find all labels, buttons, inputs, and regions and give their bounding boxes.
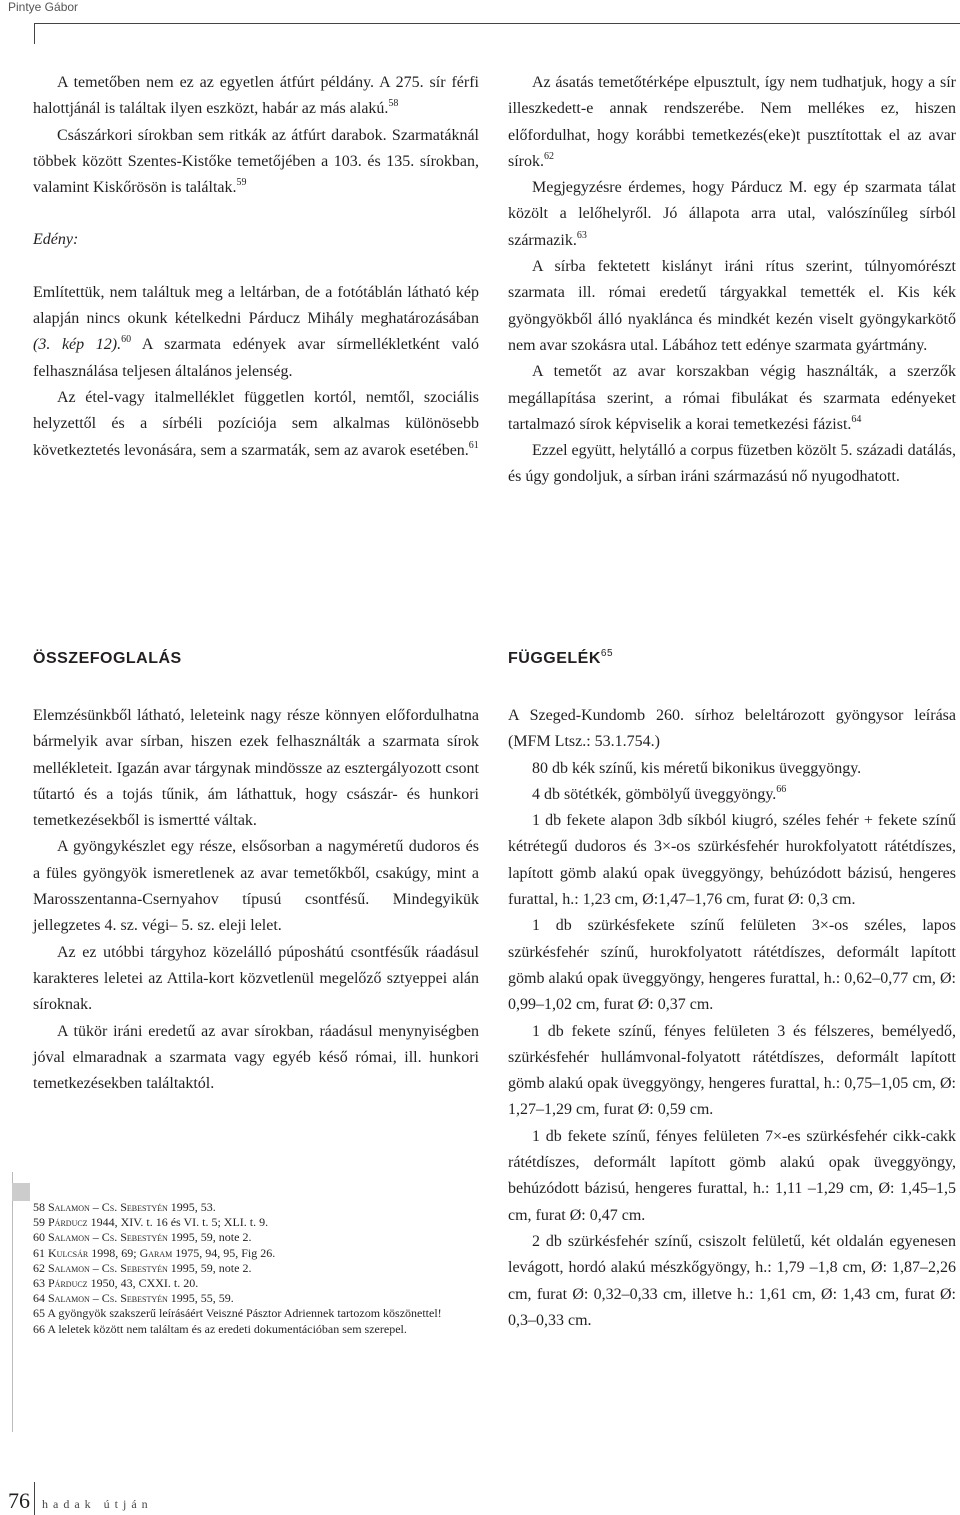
paragraph-text: Említettük, nem találtuk meg a leltárban, de a fotótáblán látható kép alapján nincs okunk kételkedni Párducz Mihály meghatározásában <box>33 283 479 328</box>
paragraph: Ezzel együtt, helytálló a corpus füzetben közölt 5. századi datálás, és úgy gondoljuk, a sírban iráni származású nő nyugodhatott. <box>508 442 956 486</box>
paragraph <box>508 782 956 808</box>
footnote-author: Párducz <box>48 1276 88 1291</box>
footnote-text: 1998, 69; <box>88 1245 140 1260</box>
footnote-text: 1995, 55, 59. <box>167 1291 234 1306</box>
journal-title: hadak útján <box>42 1497 153 1511</box>
paragraph <box>508 175 956 254</box>
footnote-ref: 62 <box>544 150 554 162</box>
header-rule-horizontal <box>34 23 960 24</box>
paragraph: 80 db kék színű, kis méretű bikonikus üveggyöngy. <box>532 759 862 777</box>
paragraph: A sírba fektetett kislányt iráni rítus szerint, túlnyomórészt szarmata ill. római eredetű tárgyakkal temették el. Kis kék gyöngyökből álló nyaklánca és mindkét kezén viselt gyöngykarkötő nem avar szokásra utal. Lábához tett edénye szarmata gyártmány. <box>508 258 956 354</box>
footnote-ref: 66 <box>776 783 787 795</box>
footnote-item <box>33 1306 473 1321</box>
paragraph <box>33 123 479 202</box>
paragraph <box>33 70 479 123</box>
footnote-text: A leletek között nem találtam és az eredeti dokumentációban sem szerepel. <box>47 1321 407 1336</box>
footer-rule <box>34 1482 35 1515</box>
footnote-number: 66 <box>33 1321 45 1336</box>
footnote-text: 1995, 59, note 2. <box>167 1230 252 1245</box>
header-rule-vertical <box>34 23 35 44</box>
paragraph: Az ez utóbbi tárgyhoz közelálló púposhátú csontfésűk ráadásul karakteres leletei az Attila-kort közvetlenül megelőző sztyeppei alán síroknak. <box>33 943 479 1014</box>
footnote-item <box>33 1322 473 1337</box>
footnote-number: 60 <box>33 1230 45 1245</box>
footnote-number: 59 <box>33 1215 45 1230</box>
footnote-text: A gyöngyök szakszerű leírásáért Veiszné Pásztor Adriennek tartozom köszönettel! <box>47 1306 442 1321</box>
heading-summary: ÖSSZEFOGLALÁS <box>33 650 182 667</box>
footnote-ref: 61 <box>468 439 479 451</box>
left-column-top <box>33 70 479 464</box>
paragraph: 1 db szürkésfekete színű felületen 3×-os széles, lapos szürkésfehér színű, hurokfolyatott rátétdíszes, deformált lapított gömb alakú opak üveggyöngy, hengeres furattal, h.: 0,62–0,77 cm, Ø: 0,99–1,02 cm, furat Ø: 0,37 cm. <box>508 917 956 1014</box>
paragraph-text: A temetőt az avar korszakban végig használták, a szerzők megállapítása szerint, a római fibulákat és szarmata edényeket tartalmazó sírok képviselik a korai temetkezési fázist. <box>508 363 956 433</box>
footnote-item <box>33 1215 473 1230</box>
right-column-top <box>508 70 956 491</box>
heading-text: FÜGGELÉK <box>508 650 601 667</box>
footnote-ref: 65 <box>600 648 614 659</box>
paragraph: A Szeged-Kundomb 260. sírhoz beleltározott gyöngysor leírása (MFM Ltsz.: 53.1.754.) <box>508 707 956 751</box>
paragraph-text: Megjegyzésre érdemes, hogy Párducz M. egy ép szarmata tálat közölt a lelőhelyről. Jó állapota arra utal, valószínűleg sírból származik. <box>508 179 956 249</box>
paragraph-text: Az ásatás temetőtérképe elpusztult, így nem tudhatjuk, hogy a sír illeszkedett-e annak rendszerébe. Nem mellékes ez, hiszen előfordulhat, hogy korábbi temetkezés(eke)t pusztítottak el az avar sírok. <box>508 74 956 170</box>
footnote-item <box>33 1230 473 1245</box>
footnote-text: 1975, 94, 95, Fig 26. <box>172 1245 276 1260</box>
footnote-ref: 59 <box>236 177 247 189</box>
footnote-item <box>33 1246 473 1261</box>
paragraph-text: A szarmata edények avar sírmellékletként való felhasználása teljesen általános jelenség. <box>33 336 480 380</box>
footnote-number: 64 <box>33 1291 45 1306</box>
subheading-edeny: Edény: <box>33 231 79 249</box>
page-number: 76 <box>8 1488 30 1513</box>
footnote-ref: 60 <box>121 334 132 346</box>
footnote-author: Garam <box>139 1245 173 1260</box>
footnote-text: 1995, 59, note 2. <box>167 1260 252 1275</box>
footnotes <box>33 1200 473 1337</box>
paragraph <box>508 70 956 175</box>
footnote-author: Salamon – Cs. Sebestyén <box>48 1260 168 1275</box>
footnote-item <box>33 1200 473 1215</box>
footnote-text: 1944, XIV. t. 16 és VI. t. 5; XLI. t. 9. <box>87 1215 269 1230</box>
running-header-author: Pintye Gábor <box>8 0 79 14</box>
paragraph: 1 db fekete színű, fényes felületen 7×-es szürkésfehér cikk-cakk rátétdíszes, deformált lapított gömb alakú opak üveggyöngy, behúzódott bázisú, hengeres furattal, h.: 1,11 –1,29 cm, Ø: 1,45–1,5 cm, furat Ø: 0,47 cm. <box>508 1127 956 1224</box>
footnote-ref: 64 <box>851 413 862 425</box>
paragraph-text: A temetőben nem ez az egyetlen átfúrt példány. A 275. sír férfi halottjánál is találtak ilyen eszközt, habár az más alakú. <box>33 74 479 118</box>
paragraph: 1 db fekete színű, fényes felületen 3 és félszeres, bemélyedő, szürkésfehér hullámvonal-folyatott rátétdíszes, deformált lapított gömb alakú opak üveggyöngy, hengeres furattal, h.: 0,75–1,05 cm, Ø: 1,27–1,29 cm, furat Ø: 0,59 cm. <box>508 1022 956 1119</box>
paragraph: A gyöngykészlet egy része, elsősorban a nagyméretű dudoros és a füles gyöngyök ismeretlenek az avar temetőkből, csakúgy, mint a Marosszentanna-Csernyahov típusú csontfésű. Mindegyikük jellegzetes 4. sz. végi– 5. sz. eleji lelet. <box>33 838 479 935</box>
footnote-number: 65 <box>33 1306 45 1321</box>
footnote-rule <box>12 1172 13 1432</box>
footnote-number: 58 <box>33 1200 45 1214</box>
paragraph-text: Császárkori sírokban sem ritkák az átfúrt darabok. Szarmatáknál többek között Szentes-Kistőke temetőjében a 103. és 135. sírokban, valamint Kiskőrösön is találtak. <box>33 126 479 197</box>
paragraph: Elemzésünkből látható, leleteink nagy része könnyen előfordulhatna bármelyik avar sírban, hiszen ezek felhasználták a szarmata sírok mellékleteit. Igazán avar tárgynak mindössze az esztergályozott csont tűtartó és a tojás tűnik, ám láthattuk, hogy császár- és hunkori temetkezésekből is ismertté váltak. <box>33 707 479 830</box>
footnote-text: 1995, 53. <box>167 1200 216 1214</box>
paragraph <box>33 385 479 464</box>
footnote-number: 63 <box>33 1276 45 1291</box>
paragraph-text: 4 db sötétkék, gömbölyű üveggyöngy. <box>532 785 777 803</box>
paragraph: A tükör iráni eredetű az avar sírokban, ráadásul menynyiségben jóval elmaradnak a szarmata vagy egyéb késő római, ill. hunkori temetkezésekben találtaktól. <box>33 1022 479 1093</box>
footnote-text: 1950, 43, CXXI. t. 20. <box>87 1276 199 1291</box>
paragraph <box>33 280 479 385</box>
footnote-item <box>33 1261 473 1276</box>
appendix-column <box>508 703 956 1334</box>
footnote-author: Salamon – Cs. Sebestyén <box>48 1230 168 1245</box>
paragraph: 1 db fekete alapon 3db síkból kiugró, széles fehér + fekete színű kétrétegű dudoros és 3×-os szürkésfehér hurokfolyatott rátétdíszes, lapított gömb alakú opak üveggyöngy, behúzódott bázisú, hengeres furattal, h.: 1,23 cm, Ø:1,47–1,76 cm, furat Ø: 0,3 cm. <box>508 812 956 909</box>
summary-column <box>33 703 479 1097</box>
paragraph <box>508 359 956 438</box>
footnote-author: Párducz <box>48 1215 88 1230</box>
footnote-author: Salamon – Cs. Sebestyén <box>48 1291 168 1306</box>
footnote-item <box>33 1276 473 1291</box>
footnote-ref: 58 <box>388 98 399 110</box>
footnote-number: 62 <box>33 1260 45 1275</box>
footnote-author: Salamon – Cs. Sebestyén <box>48 1200 168 1214</box>
footnote-ref: 63 <box>576 229 587 241</box>
footnote-item <box>33 1291 473 1306</box>
paragraph-text: Az étel-vagy italmelléklet független kortól, nemtől, szociális helyzettől és a sírbéli pozíciója sem alkalmas különösebb következtetés levonására, sem a szarmaták, sem az avarok esetében. <box>33 388 479 459</box>
footnote-marker-square <box>12 1183 30 1201</box>
paragraph: 2 db szürkésfehér színű, csiszolt felületű, két oldalán egyenesen levágott, hordó alakú mészkőgyöngy, h.: 1,79 –1,8 cm, Ø: 1,87–2,26 cm, furat Ø: 0,32–0,33 cm, illetve h.: 1,61 cm, Ø: 1,43 cm, furat Ø: 0,3–0,33 cm. <box>508 1232 956 1329</box>
heading-appendix <box>508 650 613 668</box>
footnote-author: Kulcsár <box>48 1245 89 1260</box>
figure-ref: (3. kép 12). <box>33 336 122 354</box>
footnote-number: 61 <box>33 1245 45 1260</box>
